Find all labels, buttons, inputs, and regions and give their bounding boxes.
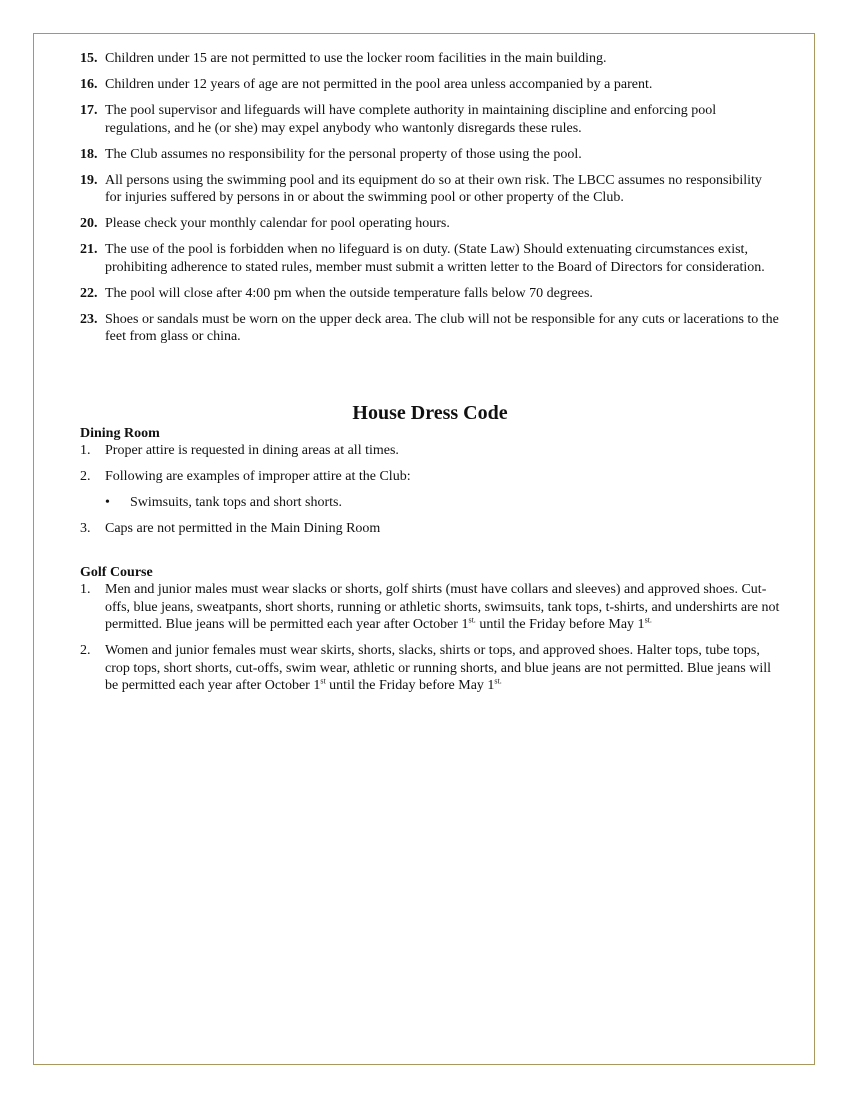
list-item xyxy=(80,468,780,486)
section-title: House Dress Code xyxy=(352,401,508,424)
rule-number: 22. xyxy=(80,285,98,301)
rule-text: Children under 15 are not permitted to use the locker room facilities in the main building. xyxy=(105,51,607,66)
rule-number: 23. xyxy=(80,311,98,327)
bullet-item xyxy=(105,494,780,512)
rule-number: 18. xyxy=(80,146,98,162)
item-number: 2. xyxy=(80,469,91,484)
item-text xyxy=(105,642,780,695)
rule-number: 16. xyxy=(80,77,98,92)
item-text-part: until the Friday before May 1 xyxy=(475,617,645,632)
rule-text: Please check your monthly calendar for pool operating hours. xyxy=(105,216,450,231)
list-item xyxy=(80,102,780,137)
item-number: 3. xyxy=(80,521,91,536)
list-item xyxy=(80,285,780,303)
list-item xyxy=(80,146,780,164)
item-text: Caps are not permitted in the Main Dining Room xyxy=(105,521,381,536)
list-item xyxy=(80,241,780,276)
rule-number: 20. xyxy=(80,216,98,231)
rule-text: The use of the pool is forbidden when no lifeguard is on duty. (State Law) Should extenuating circumstances exist, prohibiting adherence to stated rules, member must submit a written letter to the Board of Directors for consideration. xyxy=(105,242,765,275)
item-number: 1. xyxy=(80,443,91,458)
item-text-part: Men and junior males must wear slacks or shorts, golf shirts (must have collars and sleeves) and approved shoes. Cut-offs, blue jeans, sweatpants, short shorts, running or athletic shorts, swimsuits, tank tops, t-shirts, and undershirts are not permitted. Blue jeans will be permitted each year after October 1 xyxy=(105,582,780,632)
rule-text: Shoes or sandals must be worn on the upper deck area. The club will not be responsible for any cuts or lacerations to the feet from glass or china. xyxy=(105,311,779,344)
document-content xyxy=(80,50,780,703)
rule-text: The Club assumes no responsibility for the personal property of those using the pool. xyxy=(105,146,582,162)
rule-number: 15. xyxy=(80,51,98,66)
superscript: st. xyxy=(644,615,652,625)
superscript: st xyxy=(320,676,326,686)
subheading: Dining Room xyxy=(80,425,160,441)
subheading: Golf Course xyxy=(80,564,153,580)
item-text xyxy=(105,581,780,634)
superscript: st. xyxy=(468,615,476,625)
item-text-part: Women and junior females must wear skirts, shorts, slacks, shirts or tops, and approved shoes. Halter tops, tube tops, crop tops, short shorts, cut-offs, swim wear, athletic or running shorts, and blue jeans are not permitted. Blue jeans will be permitted each year after October 1 xyxy=(105,643,771,693)
list-item xyxy=(80,311,780,346)
list-item xyxy=(80,215,780,233)
item-number: 2. xyxy=(80,643,91,658)
item-text: Proper attire is requested in dining areas at all times. xyxy=(105,443,399,458)
bullet-icon: • xyxy=(105,495,110,510)
list-item xyxy=(80,76,780,94)
pool-rules-list xyxy=(80,50,780,346)
rule-number: 19. xyxy=(80,172,98,188)
list-item xyxy=(80,50,780,68)
list-item xyxy=(80,172,780,207)
rule-number: 21. xyxy=(80,242,98,257)
list-item xyxy=(80,642,780,695)
rule-text: Children under 12 years of age are not permitted in the pool area unless accompanied by a parent. xyxy=(105,77,653,92)
list-item xyxy=(80,520,780,538)
rule-text: The pool will close after 4:00 pm when the outside temperature falls below 70 degrees. xyxy=(105,285,593,301)
superscript: st. xyxy=(494,676,502,686)
item-text-part: until the Friday before May 1 xyxy=(325,678,495,693)
rule-text: All persons using the swimming pool and its equipment do so at their own risk. The LBCC assumes no responsibility for injuries suffered by persons in or about the swimming pool or other property of the Club. xyxy=(105,172,762,205)
list-item xyxy=(80,442,780,460)
item-text: Following are examples of improper attire at the Club: xyxy=(105,469,411,484)
rule-text: The pool supervisor and lifeguards will have complete authority in maintaining discipline and enforcing pool regulations, and he (or she) may expel anybody who wantonly disregards these rules. xyxy=(105,103,717,136)
dining-room-section xyxy=(80,425,780,538)
bullet-text: Swimsuits, tank tops and short shorts. xyxy=(130,495,342,510)
rule-number: 17. xyxy=(80,103,98,118)
list-item xyxy=(80,581,780,634)
item-number: 1. xyxy=(80,582,91,597)
golf-course-section xyxy=(80,564,780,695)
